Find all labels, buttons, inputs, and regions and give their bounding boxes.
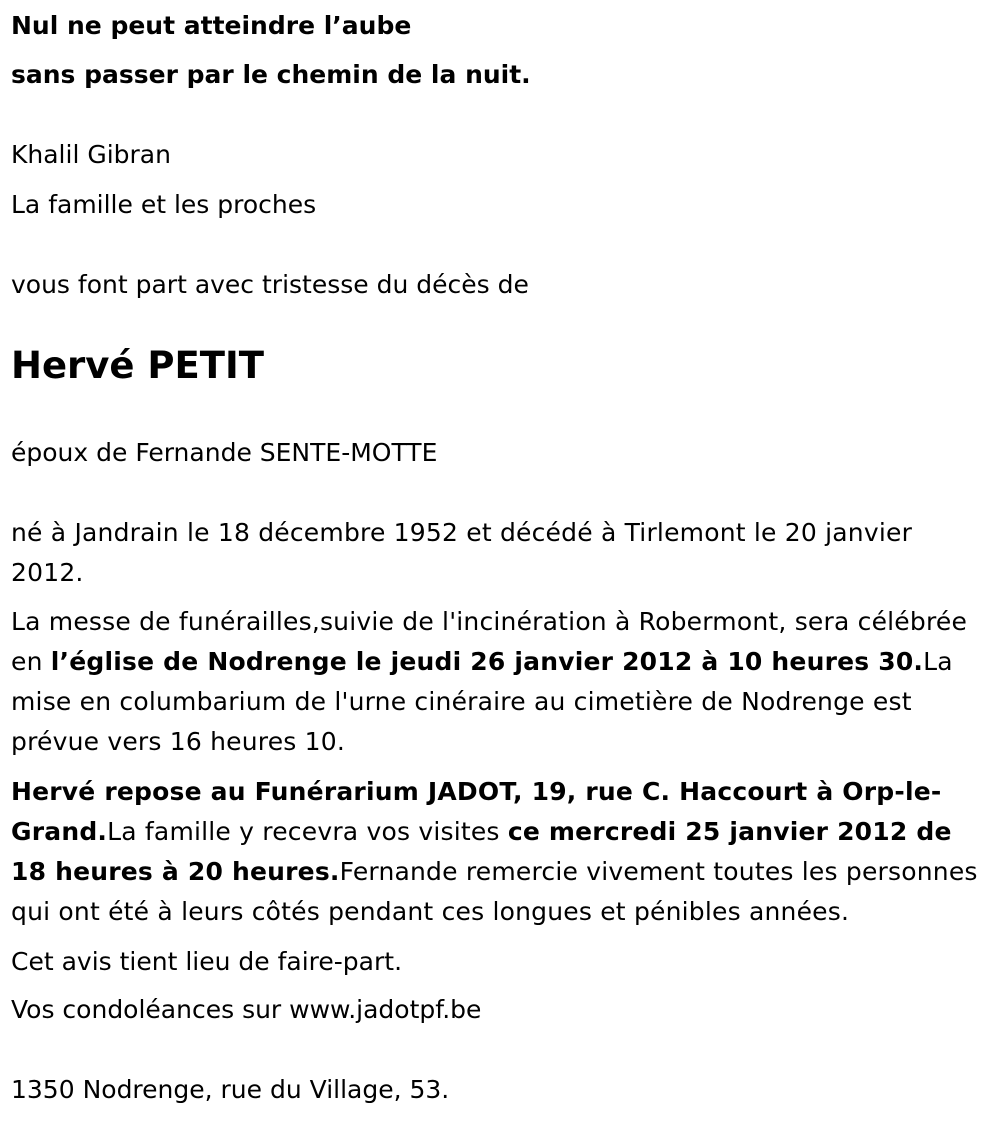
funeral-text-1: La messe de funérailles,suivie de l'incinération à Robermont, sera célébrée en bbox=[11, 607, 968, 676]
quote-author: Khalil Gibran bbox=[11, 140, 171, 169]
funeral-text-2: La mise en columbarium de l'urne cinéraire au cimetière de Nodrenge est prévue vers 16 heures 10. bbox=[11, 647, 953, 756]
notice-line: Cet avis tient lieu de faire-part. bbox=[11, 947, 403, 976]
family-line: La famille et les proches bbox=[11, 190, 317, 219]
birth-death-paragraph: né à Jandrain le 18 décembre 1952 et décédé à Tirlemont le 20 janvier 2012. bbox=[11, 518, 913, 587]
spouse-line: époux de Fernande SENTE-MOTTE bbox=[11, 438, 438, 467]
visitation-time: ce mercredi 25 janvier 2012 de 18 heures à 20 heures. bbox=[11, 817, 952, 886]
quote-line-2: sans passer par le chemin de la nuit. bbox=[11, 60, 531, 89]
intro-line: vous font part avec tristesse du décès de bbox=[11, 270, 529, 299]
visitation-text-2: Fernande remercie vivement toutes les personnes qui ont été à leurs côtés pendant ces longues et pénibles années. bbox=[11, 857, 978, 926]
visitation-location: Hervé repose au Funérarium JADOT, 19, rue C. Haccourt à Orp-le-Grand. bbox=[11, 777, 942, 846]
condolences-line: Vos condoléances sur www.jadotpf.be bbox=[11, 995, 482, 1024]
funeral-church-time: l’église de Nodrenge le jeudi 26 janvier 2012 à 10 heures 30. bbox=[50, 647, 924, 676]
deceased-name: Hervé PETIT bbox=[11, 344, 265, 387]
funeral-paragraph bbox=[11, 602, 979, 762]
visitation-paragraph bbox=[11, 772, 979, 932]
quote-line-1: Nul ne peut atteindre l’aube bbox=[11, 11, 412, 40]
address-line: 1350 Nodrenge, rue du Village, 53. bbox=[11, 1075, 450, 1104]
visitation-text-1: La famille y recevra vos visites bbox=[107, 817, 508, 846]
